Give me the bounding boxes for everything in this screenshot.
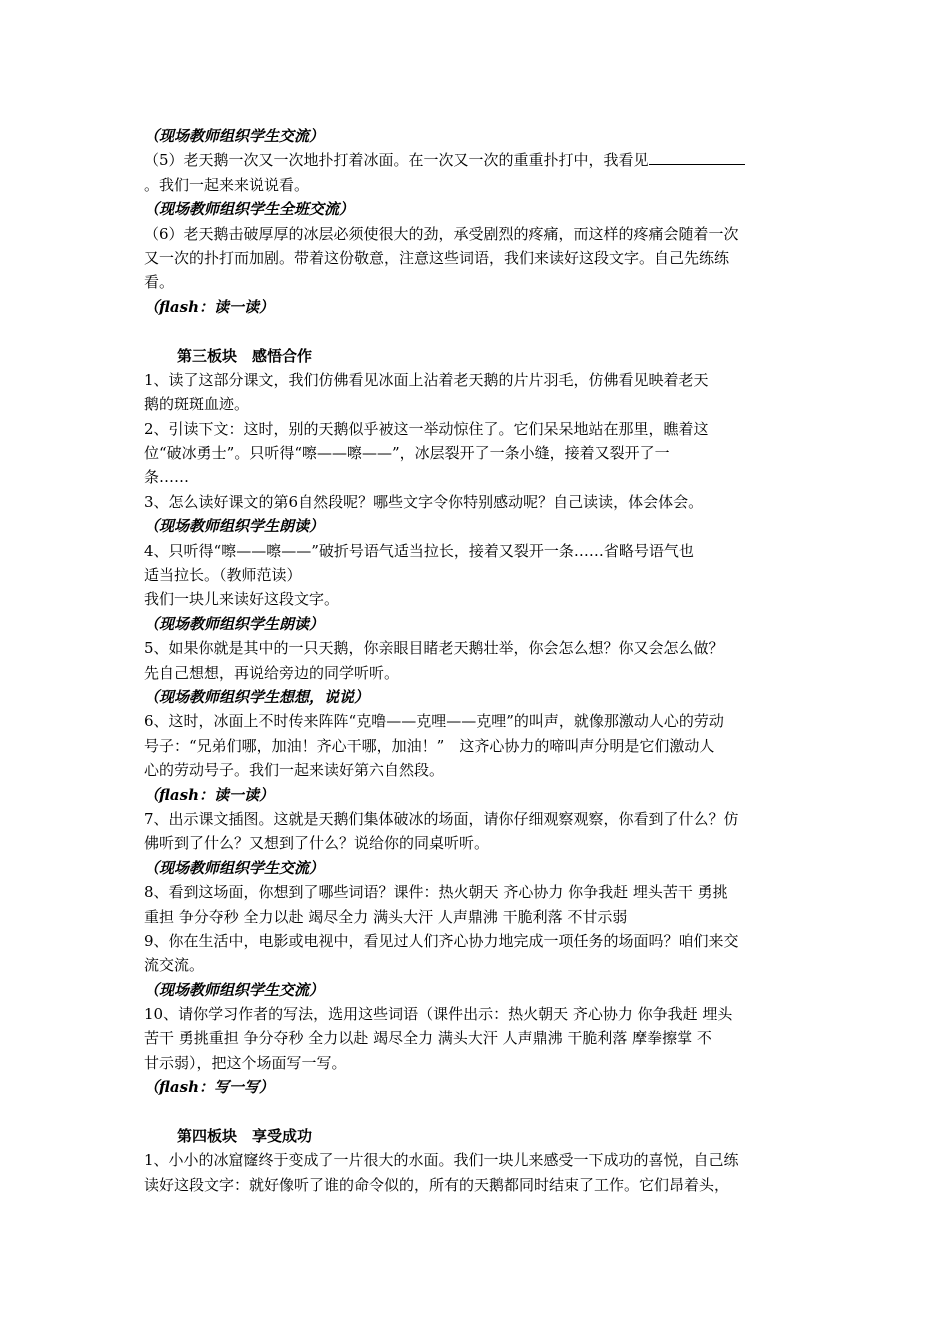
teacher-note-text: （现场教师组织学生朗读）	[144, 517, 325, 536]
text-line	[144, 709, 812, 733]
teacher-note	[144, 514, 812, 538]
text-line-text: 先自己想想，再说给旁边的同学听听。	[144, 663, 400, 682]
text-line-text: 重担 争分夺秒 全力以赴 竭尽全力 满头大汗 人声鼎沸 干脆利落 不甘示弱	[144, 907, 628, 926]
text-line	[144, 636, 812, 660]
teacher-note-text: （flash：读一读）	[144, 297, 274, 316]
text-line-text: 9、你在生活中，电影或电视中，看见过人们齐心协力地完成一项任务的场面吗？咱们来交	[144, 931, 739, 950]
text-line-text: 。我们一起来来说说看。	[144, 175, 310, 194]
text-line-text: 位“破冰勇士”。只听得“嚓——嚓——”，冰层裂开了一条小缝，接着又裂开了一	[144, 444, 670, 463]
text-line-text: 读好这段文字：就好像听了谁的命令似的，所有的天鹅都同时结束了工作。它们昂着头，	[144, 1175, 730, 1194]
text-line	[144, 880, 812, 904]
teacher-note	[144, 197, 812, 221]
text-line	[144, 465, 812, 489]
text-line	[144, 734, 812, 758]
teacher-note-text: （现场教师组织学生交流）	[144, 980, 325, 999]
text-line	[144, 905, 812, 929]
fill-in-blank	[649, 149, 745, 165]
section-heading	[144, 344, 812, 368]
text-line-text: 1、小小的冰窟窿终于变成了一片很大的水面。我们一块儿来感受一下成功的喜悦，自己练	[144, 1151, 739, 1170]
text-line-text: （6）老天鹅击破厚厚的冰层必须使很大的劲，承受剧烈的疼痛，而这样的疼痛会随着一次	[144, 224, 739, 243]
text-line-text: 流交流。	[144, 956, 205, 975]
text-line-text: 甘示弱），把这个场面写一写。	[144, 1053, 347, 1072]
text-line-text: 又一次的扑打而加剧。带着这份敬意，注意这些词语，我们来读好这段文字。自己先练练	[144, 248, 730, 267]
teacher-note-text: （现场教师组织学生交流）	[144, 127, 325, 145]
teacher-note-text: （现场教师组织学生交流）	[144, 858, 325, 877]
teacher-note	[144, 295, 812, 319]
section-heading-text: 第四板块 享受成功	[177, 1127, 313, 1146]
blank-line	[144, 319, 812, 343]
text-line	[144, 1051, 812, 1075]
text-line	[144, 148, 812, 172]
teacher-note	[144, 124, 812, 148]
text-line-text: 号子：“兄弟们哪，加油！齐心干哪，加油！” 这齐心协力的啼叫声分明是它们激动人	[144, 736, 715, 755]
text-line	[144, 392, 812, 416]
text-line-text: 3、怎么读好课文的第6自然段呢？哪些文字令你特别感动呢？自己读读，体会体会。	[144, 492, 704, 511]
teacher-note	[144, 783, 812, 807]
text-line	[144, 270, 812, 294]
text-line	[144, 222, 812, 246]
teacher-note	[144, 856, 812, 880]
text-line-text: 2、引读下文：这时，别的天鹅似乎被这一举动惊住了。它们呆呆地站在那里，瞧着这	[144, 419, 709, 438]
text-line-text: 苦干 勇挑重担 争分夺秒 全力以赴 竭尽全力 满头大汗 人声鼎沸 干脆利落 摩拳擦掌 不	[144, 1029, 712, 1048]
text-line	[144, 1002, 812, 1026]
teacher-note-text: （现场教师组织学生朗读）	[144, 614, 325, 633]
text-line	[144, 173, 812, 197]
text-line	[144, 831, 812, 855]
teacher-note-text: （现场教师组织学生全班交流）	[144, 200, 355, 219]
text-line-text: 7、出示课文插图。这就是天鹅们集体破冰的场面，请你仔细观察观察，你看到了什么？仿	[144, 809, 739, 828]
section-heading	[144, 1124, 812, 1148]
text-line	[144, 758, 812, 782]
text-line	[144, 1148, 812, 1172]
text-line-text: 鹅的斑斑血迹。	[144, 395, 250, 414]
text-line-text: 4、只听得“嚓——嚓——”破折号语气适当拉长，接着又裂开一条……省略号语气也	[144, 541, 694, 560]
text-line-text: 10、请你学习作者的写法，选用这些词语（课件出示：热火朝天 齐心协力 你争我赶 埋头	[144, 1005, 733, 1024]
text-line	[144, 490, 812, 514]
text-line	[144, 246, 812, 270]
teacher-note-text: （flash：读一读）	[144, 785, 274, 804]
text-line-text: 6、这时，冰面上不时传来阵阵“克噜——克哩——克哩”的叫声，就像那激动人心的劳动	[144, 712, 724, 731]
text-line-text: （5）老天鹅一次又一次地扑打着冰面。在一次又一次的重重扑打中，我看见	[144, 151, 649, 170]
text-line	[144, 563, 812, 587]
blank-line	[144, 1100, 812, 1124]
text-line-text: 佛听到了什么？又想到了什么？说给你的同桌听听。	[144, 834, 490, 853]
text-line-text: 8、看到这场面，你想到了哪些词语？课件：热火朝天 齐心协力 你争我赶 埋头苦干 勇挑	[144, 883, 728, 902]
teacher-note	[144, 1075, 812, 1099]
teacher-note-text: （flash：写一写）	[144, 1078, 274, 1097]
text-line	[144, 441, 812, 465]
text-line-text: 看。	[144, 273, 175, 292]
text-line	[144, 807, 812, 831]
teacher-note	[144, 612, 812, 636]
text-line	[144, 953, 812, 977]
text-line	[144, 368, 812, 392]
text-line	[144, 1026, 812, 1050]
text-line	[144, 587, 812, 611]
section-heading-text: 第三板块 感悟合作	[177, 346, 313, 365]
text-line	[144, 1173, 812, 1197]
text-line-text: 5、如果你就是其中的一只天鹅，你亲眼目睹老天鹅壮举，你会怎么想？你又会怎么做？	[144, 639, 724, 658]
teacher-note	[144, 685, 812, 709]
text-line	[144, 661, 812, 685]
teacher-note-text: （现场教师组织学生想想，说说）	[144, 687, 370, 706]
text-line	[144, 929, 812, 953]
text-line	[144, 539, 812, 563]
text-line	[144, 417, 812, 441]
text-line-text: 我们一块儿来读好这段文字。	[144, 590, 340, 609]
document-page	[144, 124, 812, 1197]
text-line-text: 心的劳动号子。我们一起来读好第六自然段。	[144, 761, 445, 780]
text-line-text: 适当拉长。（教师范读）	[144, 566, 302, 585]
text-line-text: 条……	[144, 468, 190, 487]
text-line-text: 1、读了这部分课文，我们仿佛看见冰面上沾着老天鹅的片片羽毛，仿佛看见映着老天	[144, 370, 709, 389]
teacher-note	[144, 978, 812, 1002]
